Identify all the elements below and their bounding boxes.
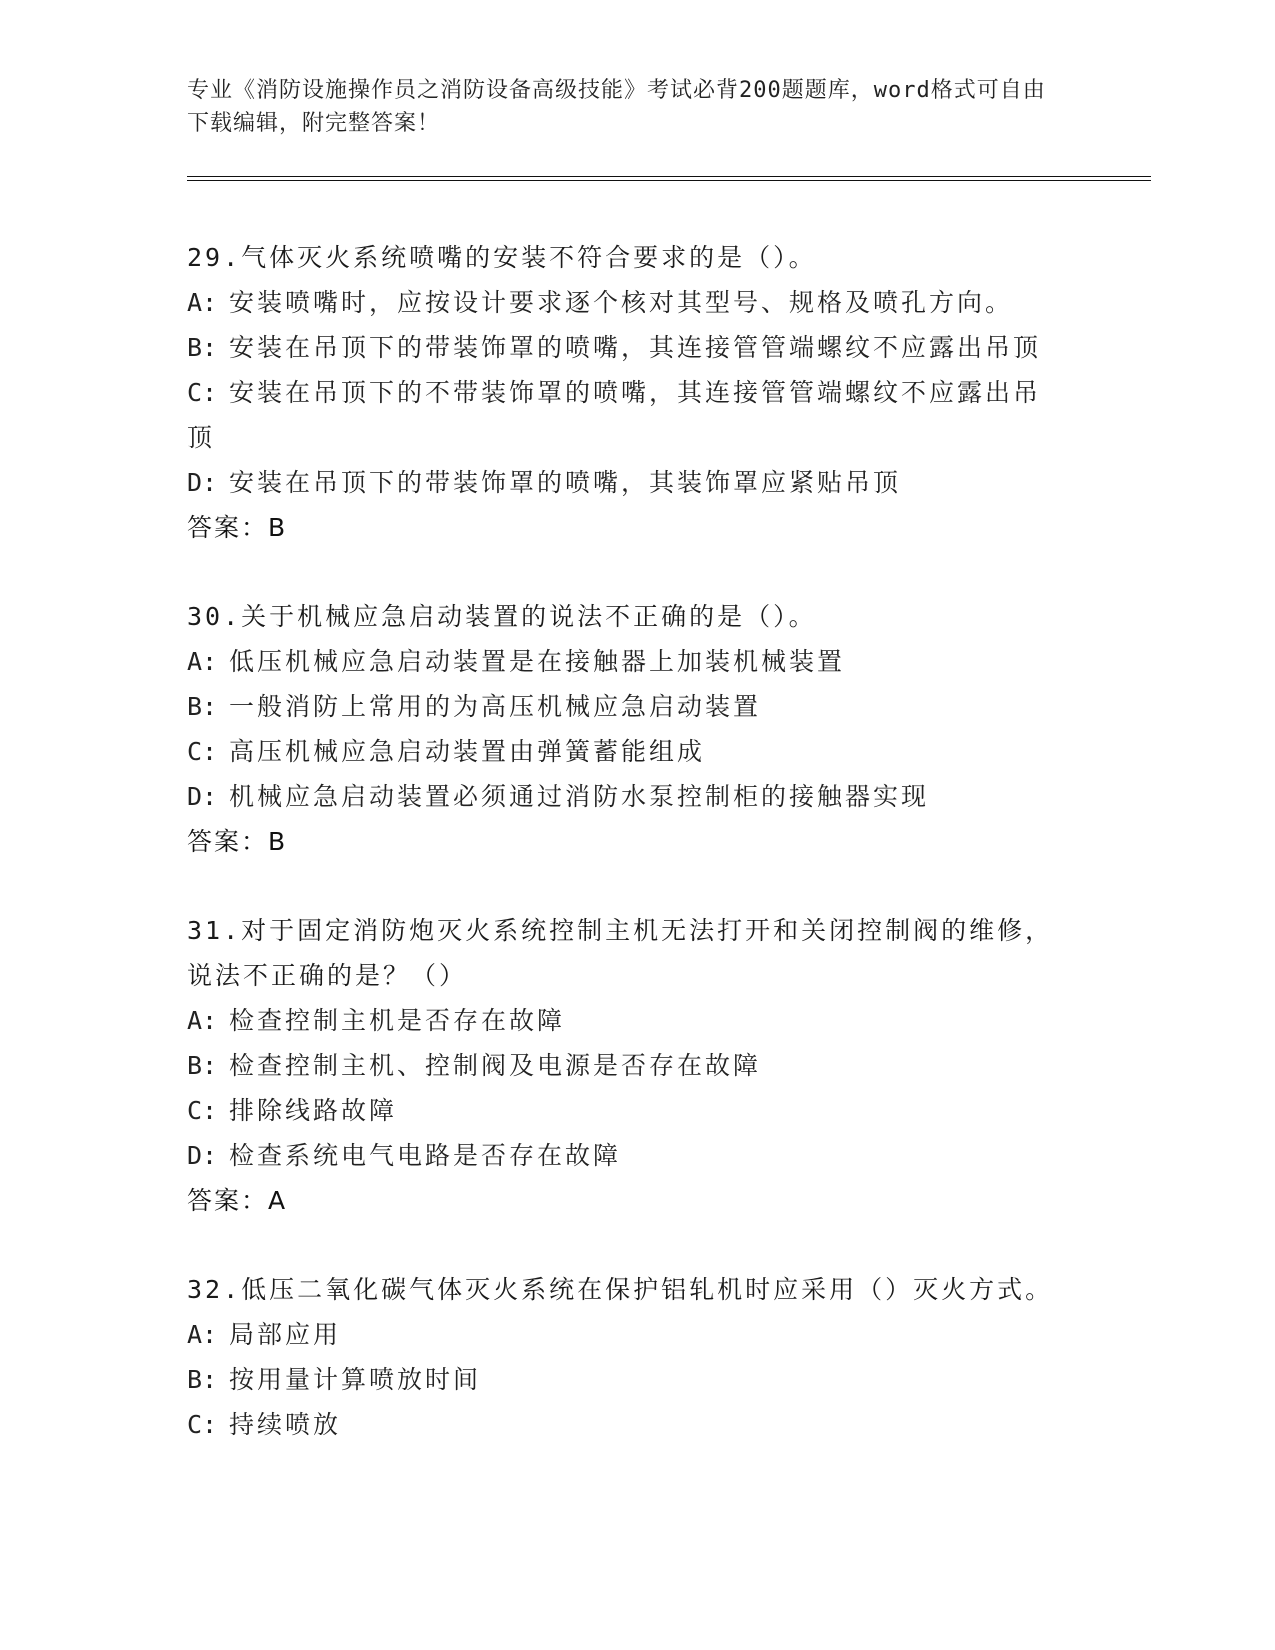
option-text: 排除线路故障 <box>229 1096 398 1125</box>
option-text: 安装在吊顶下的带装饰罩的喷嘴，其装饰罩应紧贴吊顶 <box>229 468 902 497</box>
option-c <box>187 370 1067 460</box>
answer-value: B <box>268 513 286 542</box>
option-c <box>187 1088 1067 1133</box>
option-a <box>187 280 1067 325</box>
option-text: 检查系统电气电路是否存在故障 <box>229 1141 622 1170</box>
question-stem: 32.低压二氧化碳气体灭火系统在保护铝轧机时应采用（）灭火方式。 <box>187 1275 1054 1304</box>
option-key: A: <box>187 1320 218 1349</box>
option-key: C: <box>187 1410 218 1439</box>
option-text: 低压机械应急启动装置是在接触器上加装机械装置 <box>229 647 846 676</box>
option-b <box>187 325 1067 370</box>
option-c <box>187 729 1067 774</box>
document-header: 专业《消防设施操作员之消防设备高级技能》考试必背200题题库，word格式可自由下载编辑，附完整答案！ <box>187 78 1046 136</box>
option-a <box>187 998 1067 1043</box>
answer-line <box>187 819 1067 864</box>
option-key: D: <box>187 468 218 497</box>
option-text: 检查控制主机是否存在故障 <box>229 1006 566 1035</box>
option-text: 高压机械应急启动装置由弹簧蓄能组成 <box>229 737 706 766</box>
header-divider <box>187 176 1151 181</box>
answer-label: 答案： <box>187 827 269 856</box>
option-key: D: <box>187 1141 218 1170</box>
question-31 <box>187 908 1067 1223</box>
option-a <box>187 639 1067 684</box>
option-b <box>187 684 1067 729</box>
option-text: 一般消防上常用的为高压机械应急启动装置 <box>229 692 762 721</box>
option-text: 机械应急启动装置必须通过消防水泵控制柜的接触器实现 <box>229 782 930 811</box>
question-32 <box>187 1267 1067 1447</box>
option-text: 按用量计算喷放时间 <box>229 1365 482 1394</box>
question-29 <box>187 235 1067 550</box>
option-d <box>187 1133 1067 1178</box>
option-text: 安装喷嘴时，应按设计要求逐个核对其型号、规格及喷孔方向。 <box>229 288 1014 317</box>
option-text: 持续喷放 <box>229 1410 342 1439</box>
answer-line <box>187 1178 1067 1223</box>
option-key: C: <box>187 737 218 766</box>
option-key: C: <box>187 1096 218 1125</box>
option-key: B: <box>187 692 218 721</box>
option-key: B: <box>187 1365 218 1394</box>
option-key: D: <box>187 782 218 811</box>
answer-label: 答案： <box>187 513 269 542</box>
option-key: A: <box>187 288 218 317</box>
option-a <box>187 1312 1067 1357</box>
option-key: A: <box>187 647 218 676</box>
option-key: A: <box>187 1006 218 1035</box>
option-text: 安装在吊顶下的不带装饰罩的喷嘴，其连接管管端螺纹不应露出吊顶 <box>187 378 1042 452</box>
question-stem: 31.对于固定消防炮灭火系统控制主机无法打开和关闭控制阀的维修，说法不正确的是？（） <box>187 916 1054 990</box>
option-key: B: <box>187 1051 218 1080</box>
option-b <box>187 1043 1067 1088</box>
option-b <box>187 1357 1067 1402</box>
answer-line <box>187 505 1067 550</box>
option-text: 局部应用 <box>229 1320 342 1349</box>
answer-value: B <box>268 827 286 856</box>
answer-label: 答案： <box>187 1186 269 1215</box>
option-key: C: <box>187 378 218 407</box>
option-text: 安装在吊顶下的带装饰罩的喷嘴，其连接管管端螺纹不应露出吊顶 <box>229 333 1042 362</box>
question-list <box>187 235 1067 1491</box>
option-d <box>187 460 1067 505</box>
answer-value: A <box>268 1186 286 1215</box>
question-stem: 29.气体灭火系统喷嘴的安装不符合要求的是（）。 <box>187 243 817 272</box>
option-text: 检查控制主机、控制阀及电源是否存在故障 <box>229 1051 762 1080</box>
option-key: B: <box>187 333 218 362</box>
question-stem: 30.关于机械应急启动装置的说法不正确的是（）。 <box>187 602 817 631</box>
option-c <box>187 1402 1067 1447</box>
option-d <box>187 774 1067 819</box>
question-30 <box>187 594 1067 864</box>
